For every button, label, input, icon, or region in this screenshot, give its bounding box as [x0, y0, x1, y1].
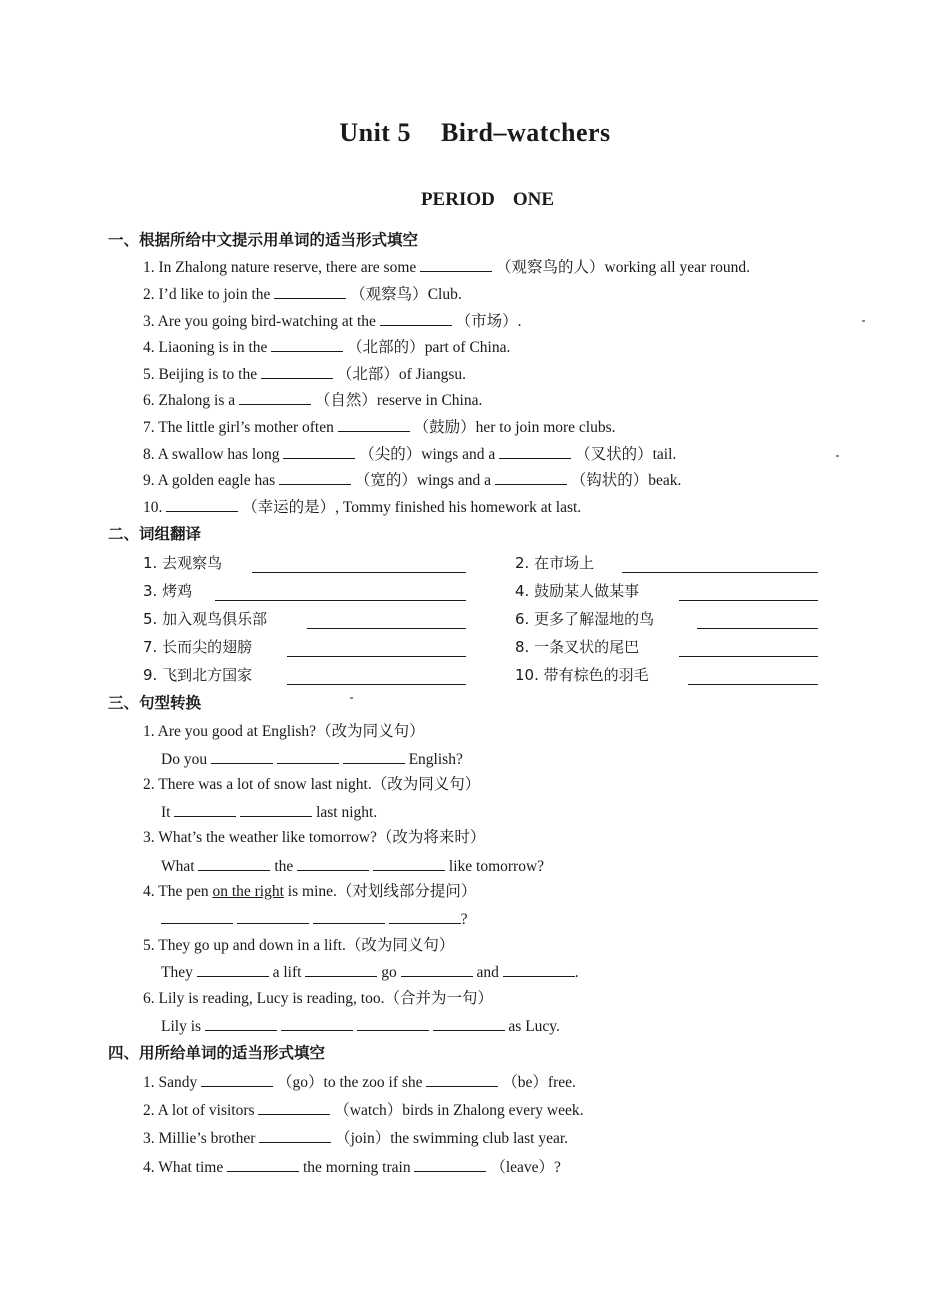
answer-line[interactable] [679, 581, 818, 601]
answer-blank[interactable] [305, 962, 377, 977]
s3-a6: Lily is as Lucy. [161, 1018, 560, 1035]
answer-blank[interactable] [261, 364, 333, 379]
answer-blank[interactable] [166, 497, 238, 512]
answer-blank[interactable] [201, 1072, 273, 1087]
scan-speck [862, 320, 865, 322]
s3-q6: 6. Lily is reading, Lucy is reading, too.（合并为一句） [143, 990, 494, 1007]
answer-line[interactable] [622, 553, 818, 573]
answer-blank[interactable] [283, 444, 355, 459]
s3-a5: They a lift go and . [161, 964, 579, 981]
answer-blank[interactable] [274, 284, 346, 299]
answer-blank[interactable] [197, 962, 269, 977]
answer-blank[interactable] [258, 1100, 330, 1115]
period-word: PERIOD [420, 189, 495, 210]
answer-blank[interactable] [174, 802, 236, 817]
page-title [0, 118, 950, 148]
answer-blank[interactable] [495, 470, 567, 485]
answer-blank[interactable] [237, 909, 309, 924]
answer-blank[interactable] [161, 909, 233, 924]
section4-heading: 四、用所给单词的适当形式填空 [108, 1044, 326, 1062]
answer-line[interactable] [679, 637, 818, 657]
answer-line[interactable] [287, 665, 466, 685]
answer-blank[interactable] [499, 444, 571, 459]
scan-speck [836, 455, 839, 457]
s2-item-3: 3. 烤鸡 [143, 582, 193, 600]
s3-a1: Do you English? [161, 751, 463, 768]
answer-line[interactable] [215, 581, 466, 601]
answer-blank[interactable] [426, 1072, 498, 1087]
s1-item-6: 6. Zhalong is a （自然）reserve in China. [143, 392, 483, 409]
s3-q2: 2. There was a lot of snow last night.（改为同义句） [143, 776, 481, 793]
answer-blank[interactable] [281, 1016, 353, 1031]
answer-line[interactable] [287, 637, 466, 657]
s1-item-10: 10. （幸运的是）, Tommy finished his homework at last. [143, 499, 582, 516]
answer-line[interactable] [252, 553, 466, 573]
answer-blank[interactable] [433, 1016, 505, 1031]
s1-item-4: 4. Liaoning is in the （北部的）part of China. [143, 339, 511, 356]
s3-q3: 3. What’s the weather like tomorrow?（改为将来时） [143, 829, 486, 846]
s2-item-8: 8. 一条叉状的尾巴 [515, 638, 640, 656]
s2-item-6: 6. 更多了解湿地的鸟 [515, 610, 655, 628]
s1-item-5: 5. Beijing is to the （北部）of Jiangsu. [143, 366, 467, 383]
answer-blank[interactable] [259, 1128, 331, 1143]
s1-item-1: 1. In Zhalong nature reserve, there are some （观察鸟的人）working all year round. [143, 259, 751, 276]
answer-blank[interactable] [227, 1157, 299, 1172]
answer-line[interactable] [688, 665, 818, 685]
answer-blank[interactable] [401, 962, 473, 977]
answer-blank[interactable] [414, 1157, 486, 1172]
section2-heading: 二、词组翻译 [108, 525, 202, 543]
answer-blank[interactable] [313, 909, 385, 924]
s3-a2: It last night. [161, 804, 378, 821]
answer-blank[interactable] [380, 311, 452, 326]
answer-line[interactable] [307, 609, 466, 629]
answer-blank[interactable] [198, 856, 270, 871]
section3-heading: 三、句型转换 [108, 694, 202, 712]
s2-item-10: 10. 带有棕色的羽毛 [515, 666, 649, 684]
answer-blank[interactable] [389, 909, 461, 924]
period-number: ONE [512, 189, 555, 210]
s3-a4: ? [161, 909, 468, 930]
period-heading [0, 189, 950, 211]
s2-item-9: 9. 飞到北方国家 [143, 666, 253, 684]
unit-label: Unit 5 [339, 118, 411, 147]
s1-item-8: 8. A swallow has long （尖的）wings and a （叉状的）tail. [143, 446, 677, 463]
answer-blank[interactable] [277, 749, 339, 764]
s3-q1: 1. Are you good at English?（改为同义句） [143, 723, 425, 740]
answer-blank[interactable] [271, 337, 343, 352]
s3-q4: 4. The pen on the right is mine.（对划线部分提问） [143, 883, 477, 900]
s1-item-2: 2. I’d like to join the （观察鸟）Club. [143, 286, 462, 303]
s4-item-1: 1. Sandy （go）to the zoo if she （be）free. [143, 1074, 576, 1091]
section1-heading: 一、根据所给中文提示用单词的适当形式填空 [108, 231, 419, 249]
s1-item-7: 7. The little girl’s mother often （鼓励）her to join more clubs. [143, 419, 616, 436]
answer-blank[interactable] [343, 749, 405, 764]
answer-blank[interactable] [338, 417, 410, 432]
answer-blank[interactable] [240, 802, 312, 817]
answer-blank[interactable] [239, 390, 311, 405]
scan-speck [350, 697, 353, 699]
s2-item-4: 4. 鼓励某人做某事 [515, 582, 640, 600]
s4-item-3: 3. Millie’s brother （join）the swimming club last year. [143, 1130, 569, 1147]
s1-item-9: 9. A golden eagle has （宽的）wings and a （钩状的）beak. [143, 472, 682, 489]
s1-item-3: 3. Are you going bird-watching at the （市场）. [143, 313, 522, 330]
answer-blank[interactable] [373, 856, 445, 871]
s4-item-2: 2. A lot of visitors （watch）birds in Zhalong every week. [143, 1102, 584, 1119]
s2-item-1: 1. 去观察鸟 [143, 554, 223, 572]
answer-blank[interactable] [211, 749, 273, 764]
s3-a3: What the like tomorrow? [161, 858, 545, 875]
answer-blank[interactable] [297, 856, 369, 871]
answer-blank[interactable] [279, 470, 351, 485]
s4-item-4: 4. What time the morning train （leave）? [143, 1159, 561, 1176]
answer-blank[interactable] [420, 257, 492, 272]
s2-item-7: 7. 长而尖的翅膀 [143, 638, 253, 656]
answer-blank[interactable] [357, 1016, 429, 1031]
s3-q5: 5. They go up and down in a lift.（改为同义句） [143, 937, 455, 954]
unit-name: Bird–watchers [440, 118, 611, 147]
answer-blank[interactable] [503, 962, 575, 977]
s2-item-5: 5. 加入观鸟俱乐部 [143, 610, 268, 628]
answer-line[interactable] [697, 609, 818, 629]
answer-blank[interactable] [205, 1016, 277, 1031]
s2-item-2: 2. 在市场上 [515, 554, 595, 572]
